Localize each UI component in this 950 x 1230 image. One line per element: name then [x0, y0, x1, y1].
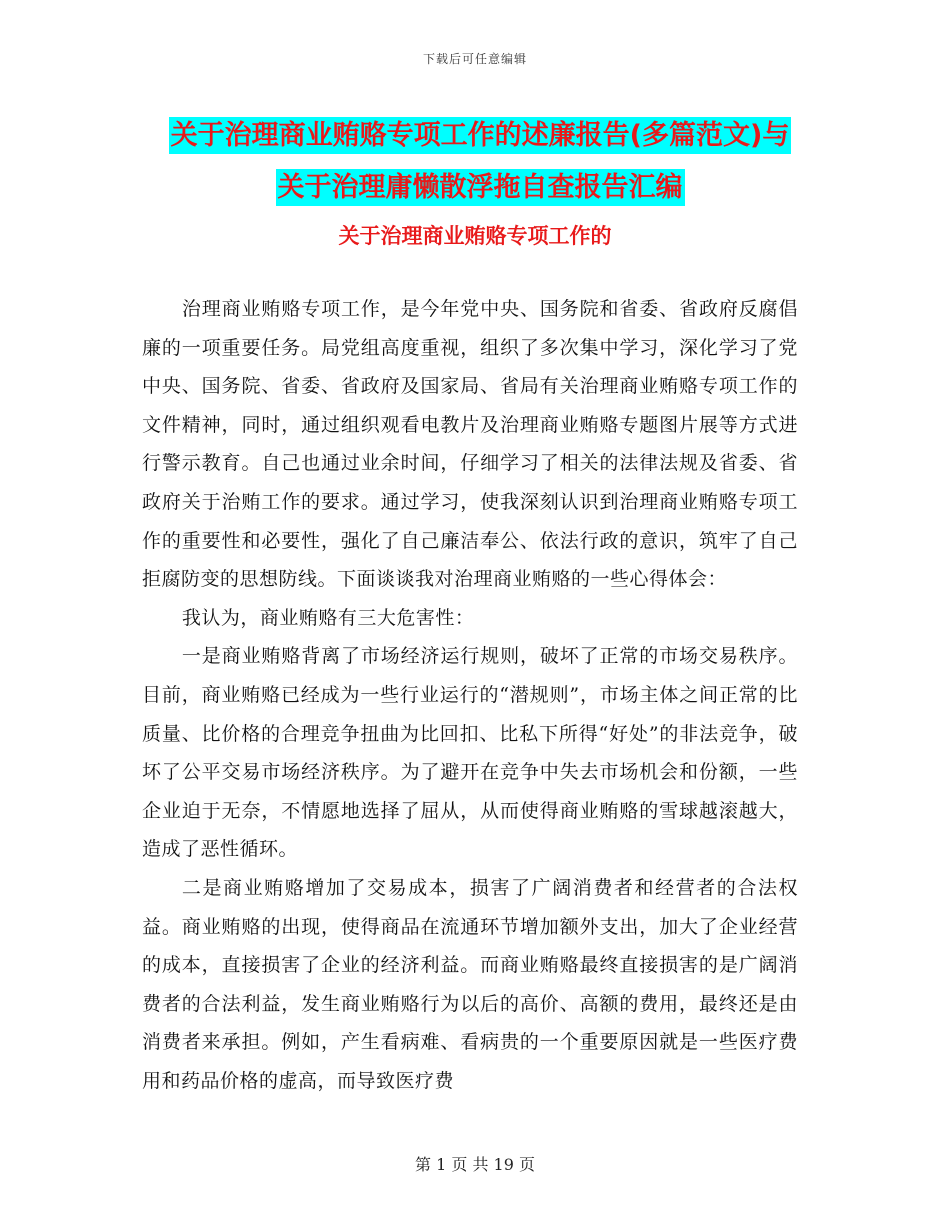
document-body — [142, 290, 798, 1100]
body-paragraph: 二是商业贿赂增加了交易成本，损害了广阔消费者和经营者的合法权益。商业贿赂的出现，使得商品在流通环节增加额外支出，加大了企业经营的成本，直接损害了企业的经济利益。而商业贿赂最终直接损害的是广阔消费者的合法利益，发生商业贿赂行为以后的高价、高额的费用，最终还是由消费者来承担。例如，产生看病难、看病贵的一个重要原因就是一些医疗费用和药品价格的虚高，而导致医疗费 — [142, 876, 798, 1092]
document-title-line-1: 关于治理商业贿赂专项工作的述廉报告(多篇范文)与 — [169, 117, 792, 154]
body-paragraph: 一是商业贿赂背离了市场经济运行规则，破坏了正常的市场交易秩序。目前，商业贿赂已经成为一些行业运行的“潜规则”，市场主体之间正常的比质量、比价格的合理竞争扭曲为比回扣、比私下所得“好处”的非法竞争，破坏了公平交易市场经济秩序。为了避开在竞争中失去市场机会和份额，一些企业迫于无奈，不情愿地选择了屈从，从而使得商业贿赂的雪球越滚越大，造成了恶性循环。 — [142, 645, 798, 861]
body-paragraph: 治理商业贿赂专项工作，是今年党中央、国务院和省委、省政府反腐倡廉的一项重要任务。局党组高度重视，组织了多次集中学习，深化学习了党中央、国务院、省委、省政府及国家局、省局有关治理商业贿赂专项工作的文件精神，同时，通过组织观看电教片及治理商业贿赂专题图片展等方式进行警示教育。自己也通过业余时间，仔细学习了相关的法律法规及省委、省政府关于治贿工作的要求。通过学习，使我深刻认识到治理商业贿赂专项工作的重要性和必要性，强化了自己廉洁奉公、依法行政的意识，筑牢了自己拒腐防变的思想防线。下面谈谈我对治理商业贿赂的一些心得体会： — [142, 298, 798, 591]
body-paragraph: 我认为，商业贿赂有三大危害性： — [181, 606, 475, 629]
document-title-line-2: 关于治理庸懒散浮拖自查报告汇编 — [276, 169, 685, 206]
document-title — [130, 110, 830, 214]
section-heading: 关于治理商业贿赂专项工作的 — [338, 224, 612, 248]
page-number-footer: 第 1 页 共 19 页 — [415, 1155, 535, 1174]
page-header-note: 下载后可任意编辑 — [422, 52, 527, 66]
